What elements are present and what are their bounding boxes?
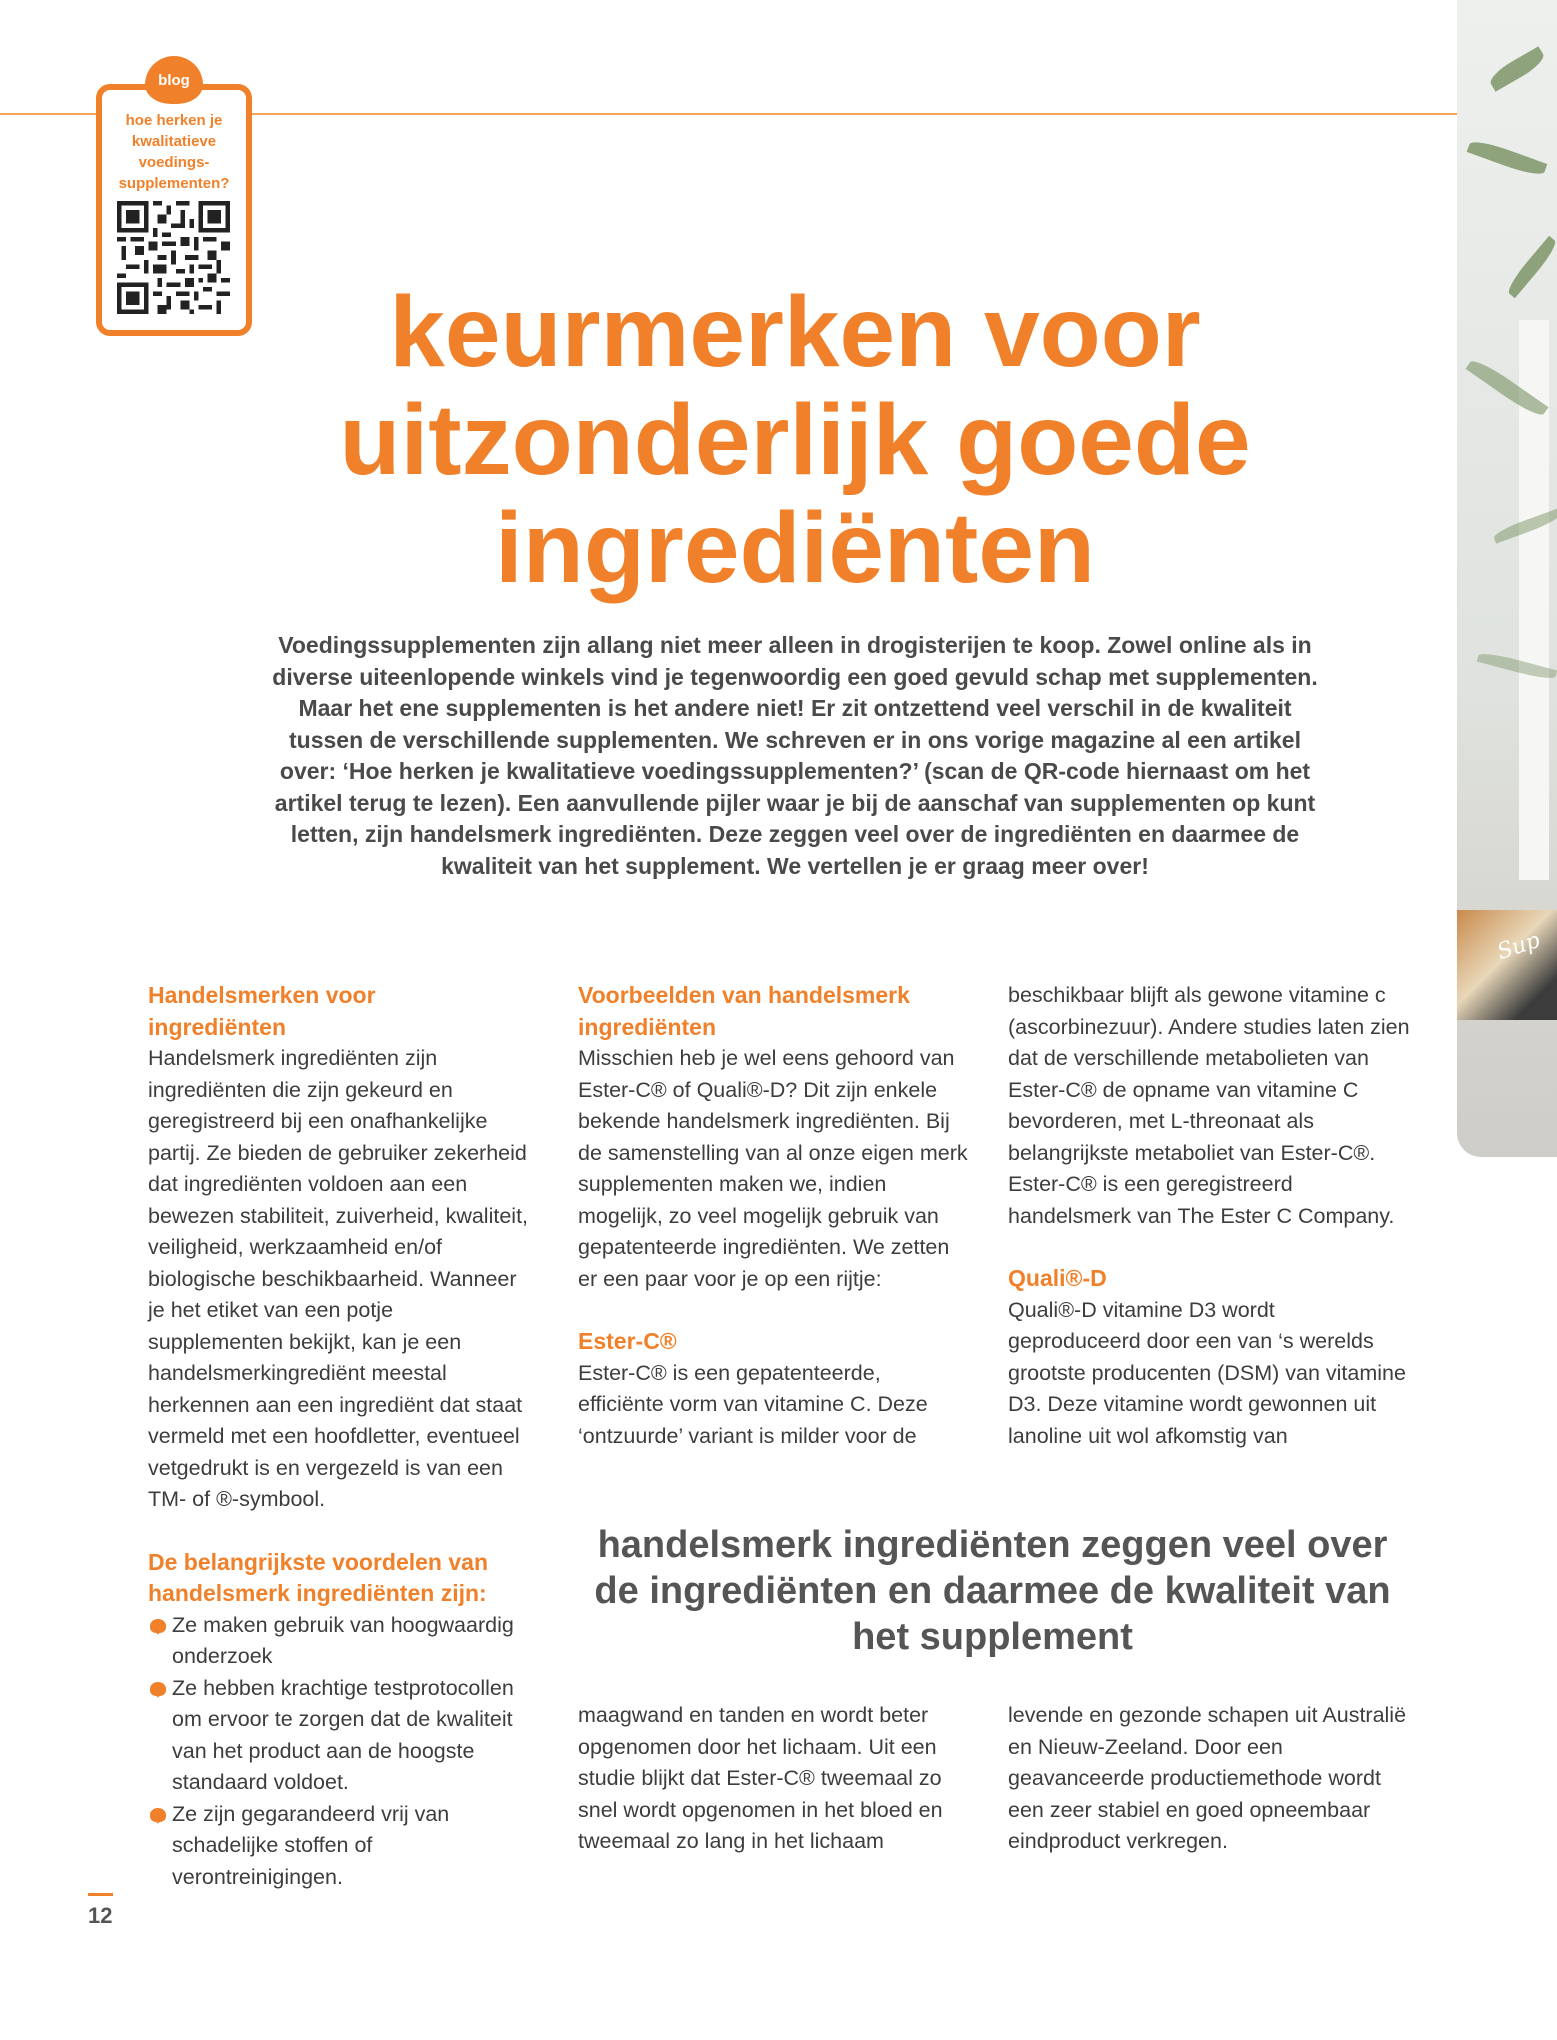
body-text: beschikbaar blijft als gewone vitamine c (ascorbinezuur). Andere studies laten zien dat de verschillende metabolieten van Ester-C® de opname van vitamine C bevorderen, met L-threonaat als belangrijkste metaboliet van Ester-C®. Ester-C® is een geregistreerd handelsmerk van The Ester C Company. — [1008, 983, 1410, 1228]
list-item — [148, 1610, 548, 1673]
list-item-text: Ze hebben krachtige testprotocollen om ervoor te zorgen dat de kwaliteit van het product aan de hoogste standaard voldoet. — [172, 1675, 514, 1794]
column-3-continued — [1008, 1700, 1418, 1858]
column-1 — [148, 980, 548, 1893]
pull-quote: handelsmerk ingrediënten zeggen veel over de ingrediënten en daarmee de kwaliteit van het supplement — [594, 1524, 1391, 1658]
section-heading-ester-c: Ester-C® — [578, 1328, 677, 1354]
column-2 — [578, 980, 978, 1452]
body-text: Handelsmerk ingrediënten zijn ingrediënten die zijn gekeurd en geregistreerd bij een onafhankelijke partij. Ze bieden de gebruiker zekerheid dat ingrediënten voldoen aan een bewezen stabiliteit, zuiverheid, kwaliteit, veiligheid, werkzaamheid en/of biologische beschikbaarheid. Wanneer je het etiket van een potje supplementen bekijkt, kan je een handelsmerkingrediënt meestal herkennen aan een ingrediënt dat staat vermeld met een hoofdletter, eventueel vetgedrukt is en vergezeld is van een TM- of ®-symbool. — [148, 1046, 529, 1511]
section-heading-handelsmerken: Handelsmerken voor ingrediënten — [148, 982, 376, 1040]
section-heading-quali-d: Quali®-D — [1008, 1265, 1107, 1291]
list-item — [148, 1799, 548, 1894]
section-heading-voordelen: De belangrijkste voordelen van handelsmerk ingrediënten zijn: — [148, 1548, 489, 1606]
article-title: keurmerken voor uitzonderlijk goede ingrediënten — [339, 276, 1251, 604]
body-text: Quali®-D vitamine D3 wordt geproduceerd door een van ‘s werelds grootste producenten (DSM) van vitamine D3. Deze vitamine wordt gewonnen uit lanoline uit wol afkomstig van — [1008, 1297, 1406, 1448]
body-text: levende en gezonde schapen uit Australië en Nieuw-Zeeland. Door een geavanceerde productiemethode wordt een zeer stabiel en goed opneembaar eindproduct verkregen. — [1008, 1703, 1407, 1853]
blog-heart-badge — [145, 56, 203, 104]
body-text: maagwand en tanden en wordt beter opgenomen door het lichaam. Uit een studie blijkt dat Ester-C® tweemaal zo snel wordt opgenomen in het bloed en tweemaal zo lang in het lichaam — [578, 1703, 943, 1853]
section-heading-voorbeelden: Voorbeelden van handelsmerk ingrediënten — [578, 982, 910, 1040]
list-item-text: Ze maken gebruik van hoogwaardig onderzoek — [172, 1612, 514, 1668]
article-intro: Voedingssupplementen zijn allang niet meer alleen in drogisterijen te koop. Zowel online als in diverse uiteenlopende winkels vind je tegenwoordig een goed gevuld schap met supplementen. Maar het ene supplementen is het andere niet! Er zit ontzettend veel verschil in de kwaliteit tussen de verschillende supplementen. We schreven er in ons vorige magazine al een artikel over: ‘Hoe herken je kwalitatieve voedingssupplementen?’ (scan de QR-code hiernaast om het artikel terug te lezen). Een aanvullende pijler waar je bij de aanschaf van supplementen op kunt letten, zijn handelsmerk ingrediënten. Deze zeggen veel over de ingrediënten en daarmee de kwaliteit van het supplement. We vertellen je er graag meer over! — [272, 632, 1318, 879]
column-2-continued — [578, 1700, 978, 1858]
qr-caption: hoe herken je kwalitatieve voedings- supplementen? — [118, 112, 230, 192]
heart-bullet-icon — [150, 1808, 166, 1822]
list-item-text: Ze zijn gegarandeerd vrij van schadelijke stoffen of verontreinigingen. — [172, 1801, 450, 1889]
plant-leaf-icon — [1467, 137, 1548, 179]
page-number: 12 — [88, 1903, 113, 1928]
column-3 — [1008, 980, 1418, 1452]
plant-leaf-icon — [1487, 46, 1548, 92]
magazine-photo — [1457, 910, 1557, 1020]
plant-leaf-icon — [1504, 236, 1557, 299]
blog-badge-label: blog — [158, 71, 190, 89]
list-item — [148, 1673, 548, 1799]
magazine-photo-label: Sup — [1494, 927, 1544, 966]
voordelen-list — [148, 1610, 548, 1894]
heart-bullet-icon — [150, 1682, 166, 1696]
body-text: Ester-C® is een gepatenteerde, efficiënte vorm van vitamine C. Deze ‘ontzuurde’ variant is milder voor de — [578, 1360, 928, 1448]
decorative-photo-strip — [1457, 0, 1557, 1157]
body-text: Misschien heb je wel eens gehoord van Ester-C® of Quali®-D? Dit zijn enkele bekende handelsmerk ingrediënten. Bij de samenstelling van al onze eigen merk supplementen maken we, indien mogelijk, zo veel mogelijk gebruik van gepatenteerde ingrediënten. We zetten er een paar voor je op een rijtje: — [578, 1046, 968, 1291]
page-number-rule — [88, 1893, 113, 1896]
heart-bullet-icon — [150, 1619, 166, 1633]
